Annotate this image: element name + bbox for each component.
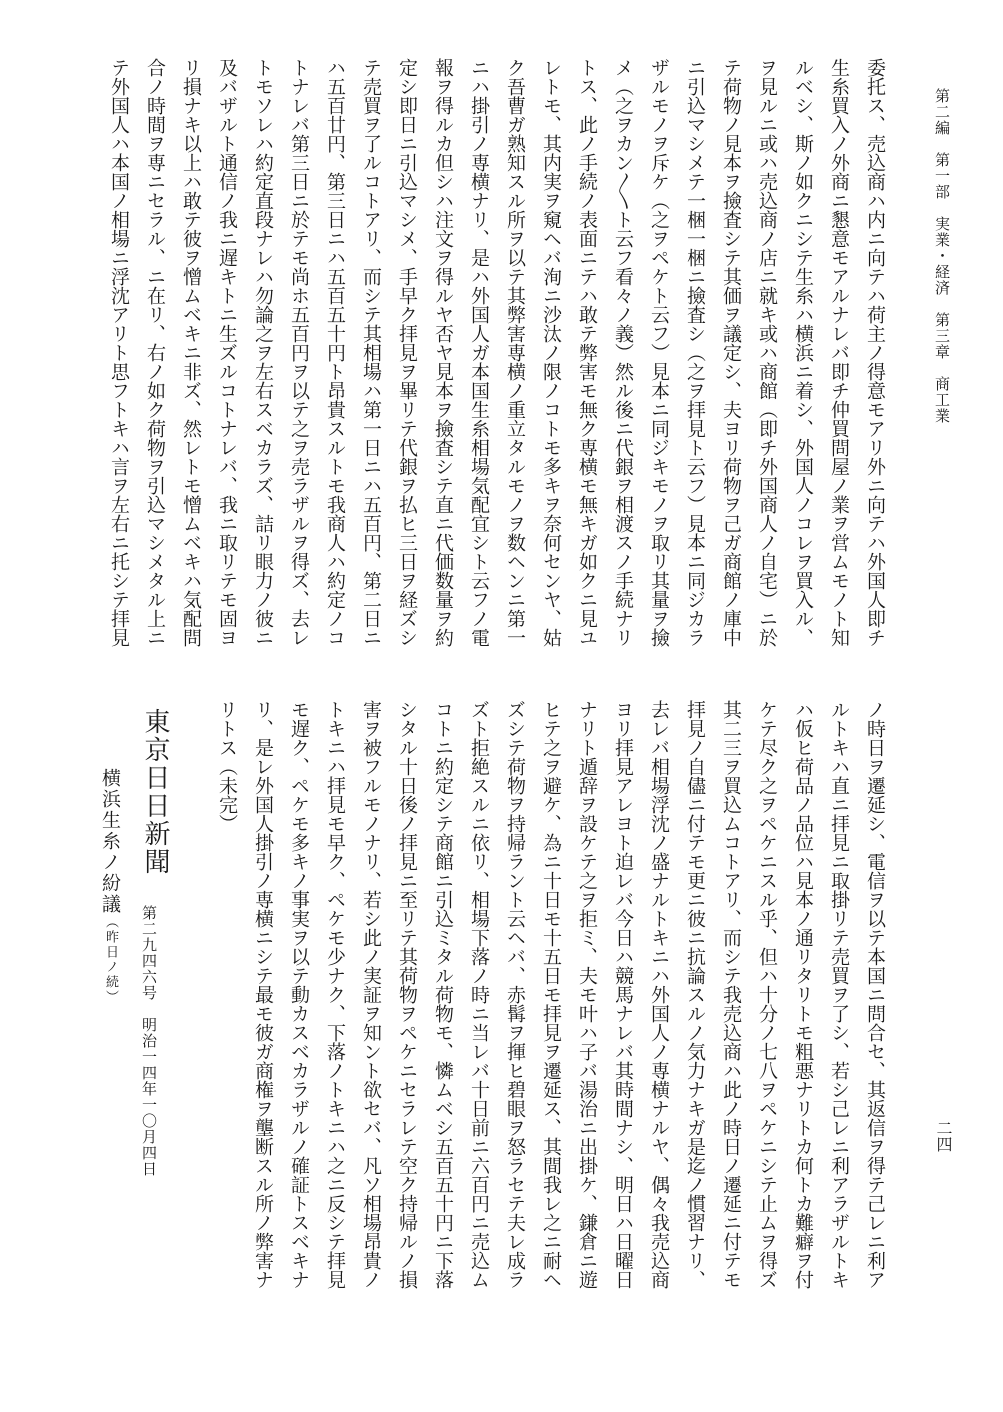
text-line: リ、是レ外国人掛引ノ専横ニシテ最モ彼ガ商権ヲ壟断スル所ノ弊害ナ <box>252 700 274 1289</box>
text-line: 生糸買入ノ外商ニ懇意モアルナレバ即チ仲買問屋ノ業ヲ営ムモノト知 <box>828 58 850 647</box>
newspaper-name: 東京日日新聞 <box>140 708 170 876</box>
text-line: ケテ尽ク之ヲペケニスル乎、但ハ十分ノ七八ヲペケニシテ止ムヲ得ズ <box>756 700 778 1289</box>
text-line: ハ仮ヒ荷品ノ品位ハ見本ノ通リタリトモ粗悪ナリトカ何トカ難癖ヲ付 <box>792 700 814 1289</box>
running-head: 第二編 第一部 実業・経済 第三章 商工業 <box>933 88 951 424</box>
text-line: ハ五百廿円、第三日ニハ五百五十円ト昂貴スルトモ我商人ハ約定ノコ <box>324 58 346 647</box>
article-title <box>97 768 124 1005</box>
text-line: ヒテ之ヲ避ケ、為ニ十日モ十五日モ拝見ヲ遷延ス、其間我レ之ニ耐ヘ <box>540 700 562 1289</box>
article-title-text: 横浜生糸ノ紛議 <box>99 768 121 915</box>
article-body-upper <box>101 58 893 698</box>
text-line: 其二三ヲ買込ムコトアリ、而シテ我売込商ハ此ノ時日ノ遷延ニ付テモ <box>720 700 742 1289</box>
text-line: トナレバ第三日ニ於テモ尚ホ五百円ヲ以テ之ヲ売ラザルヲ得ズ、去レ <box>288 58 310 647</box>
text-line: リ損ナキ以上ハ敢テ彼ヲ憎ムベキニ非ズ、然レトモ憎ムベキハ気配問 <box>180 58 202 647</box>
text-line: 委托ス、売込商ハ内ニ向テハ荷主ノ得意モアリ外ニ向テハ外国人即チ <box>864 58 886 647</box>
text-line: ザルモノヲ斥ケ（之ヲペケト云フ）見本ニ同ジキモノヲ取リ其量ヲ撿 <box>648 58 670 647</box>
text-line: トス、此ノ手続ノ表面ニテハ敢テ弊害モ無ク専横モ無キガ如クニ見ユ <box>576 58 598 647</box>
text-line: リトス（未完） <box>216 700 238 833</box>
text-line: テ売買ヲ了ルコトアリ、而シテ其相場ハ第一日ニハ五百円、第二日ニ <box>360 58 382 647</box>
text-line: ニ引込マシメテ一梱一梱ニ撿査シ（之ヲ拝見ト云フ）見本ニ同ジカラ <box>684 58 706 647</box>
page-number: 二四 <box>934 1120 953 1152</box>
text-line: ヲ見ルニ或ハ売込商ノ店ニ就キ或ハ商館（即チ外国商人ノ自宅）ニ於 <box>756 58 778 647</box>
text-line: ク吾曹ガ熟知スル所ヲ以テ其弊害専横ノ重立タルモノヲ数ヘンニ第一 <box>504 58 526 647</box>
text-line: トモソレハ約定直段ナレハ勿論之ヲ左右スベカラズ、詰リ眼力ノ彼ニ <box>252 58 274 647</box>
issue-info: 第二九四六号 明治一四年一〇月四日 <box>140 905 158 1177</box>
text-line: テ外国人ハ本国ノ相場ニ浮沈アリト思フトキハ言ヲ左右ニ托シテ拝見 <box>108 58 130 647</box>
text-line: 拝見ノ自儘ニ付テモ更ニ彼ニ抗論スルノ気力ナキガ是迄ノ慣習ナリ、 <box>684 700 706 1289</box>
text-line: ナリト遁辞ヲ設ケテ之ヲ拒ミ、夫モ叶ハ子バ湯治ニ出掛ケ、鎌倉ニ遊 <box>576 700 598 1289</box>
text-line: モ遅ク、ペケモ多キノ事実ヲ以テ動カスベカラザルノ確証トスベキナ <box>288 700 310 1289</box>
text-line: ニハ掛引ノ専横ナリ、是ハ外国人ガ本国生糸相場気配宜シト云フノ電 <box>468 58 490 647</box>
text-line: シタル十日後ノ拝見ニ至リテ其荷物ヲペケニセラレテ空ク持帰ルノ損 <box>396 700 418 1289</box>
text-line: テ荷物ノ見本ヲ撿査シテ其価ヲ議定シ、夫ヨリ荷物ヲ己ガ商館ノ庫中 <box>720 58 742 647</box>
text-line: ヨリ拝見アレヨト迫レバ今日ハ競馬ナレバ其時間ナシ、明日ハ日曜日 <box>612 700 634 1289</box>
text-line: トキニハ拝見モ早ク、ペケモ少ナク、下落ノトキニハ之ニ反シテ拝見 <box>324 700 346 1289</box>
text-line: 及バザルト通信ノ我ニ遅キトニ生ズルコトナレバ、我ニ取リテモ固ヨ <box>216 58 238 647</box>
text-line: ルトキハ直ニ拝見ニ取掛リテ売買ヲ了シ、若シ己レニ利アラザルトキ <box>828 700 850 1289</box>
text-line: ズシテ荷物ヲ持帰ラント云ヘバ、赤髯ヲ揮ヒ碧眼ヲ怒ラセテ夫レ成ラ <box>504 700 526 1289</box>
text-line: ノ時日ヲ遷延シ、電信ヲ以テ本国ニ問合セ、其返信ヲ得テ己レニ利ア <box>864 700 886 1289</box>
text-line: 定シ即日ニ引込マシメ、手早ク拝見ヲ畢リテ代銀ヲ払ヒ三日ヲ経ズシ <box>396 58 418 647</box>
text-line: レトモ、其内実ヲ窺ヘバ洵ニ沙汰ノ限ノコトモ多キヲ奈何センヤ、姑 <box>540 58 562 647</box>
text-line: ズト拒絶スルニ依リ、相場下落ノ時ニ当レバ十日前ニ六百円ニ売込ム <box>468 700 490 1289</box>
text-line: 合ノ時間ヲ専ニセラル、ニ在リ、右ノ如ク荷物ヲ引込マシメタル上ニ <box>144 58 166 647</box>
text-line: ルベシ、斯ノ如クニシテ生糸ハ横浜ニ着シ、外国人ノコレヲ買入ル、 <box>792 58 814 647</box>
article-body-lower <box>209 700 893 1350</box>
article-title-note: （昨日ノ続） <box>103 915 118 1005</box>
text-line: 去レバ相場浮沈ノ盛ナルトキニハ外国人ノ専横ナルヤ、偶々我売込商 <box>648 700 670 1289</box>
text-line: 害ヲ被フルモノナリ、若シ此ノ実証ヲ知ント欲セバ、凡ソ相場昂貴ノ <box>360 700 382 1289</box>
text-line: 報ヲ得ルカ但シハ注文ヲ得ルヤ否ヤ見本ヲ撿査シテ直ニ代価数量ヲ約 <box>432 58 454 647</box>
text-line: コトニ約定シテ商館ニ引込ミタル荷物モ、憐ムベシ五百五十円ニ下落 <box>432 700 454 1289</box>
text-line: メ（之ヲカン〳〵ト云フ看々ノ義）然ル後ニ代銀ヲ相渡スノ手続ナリ <box>612 58 634 647</box>
